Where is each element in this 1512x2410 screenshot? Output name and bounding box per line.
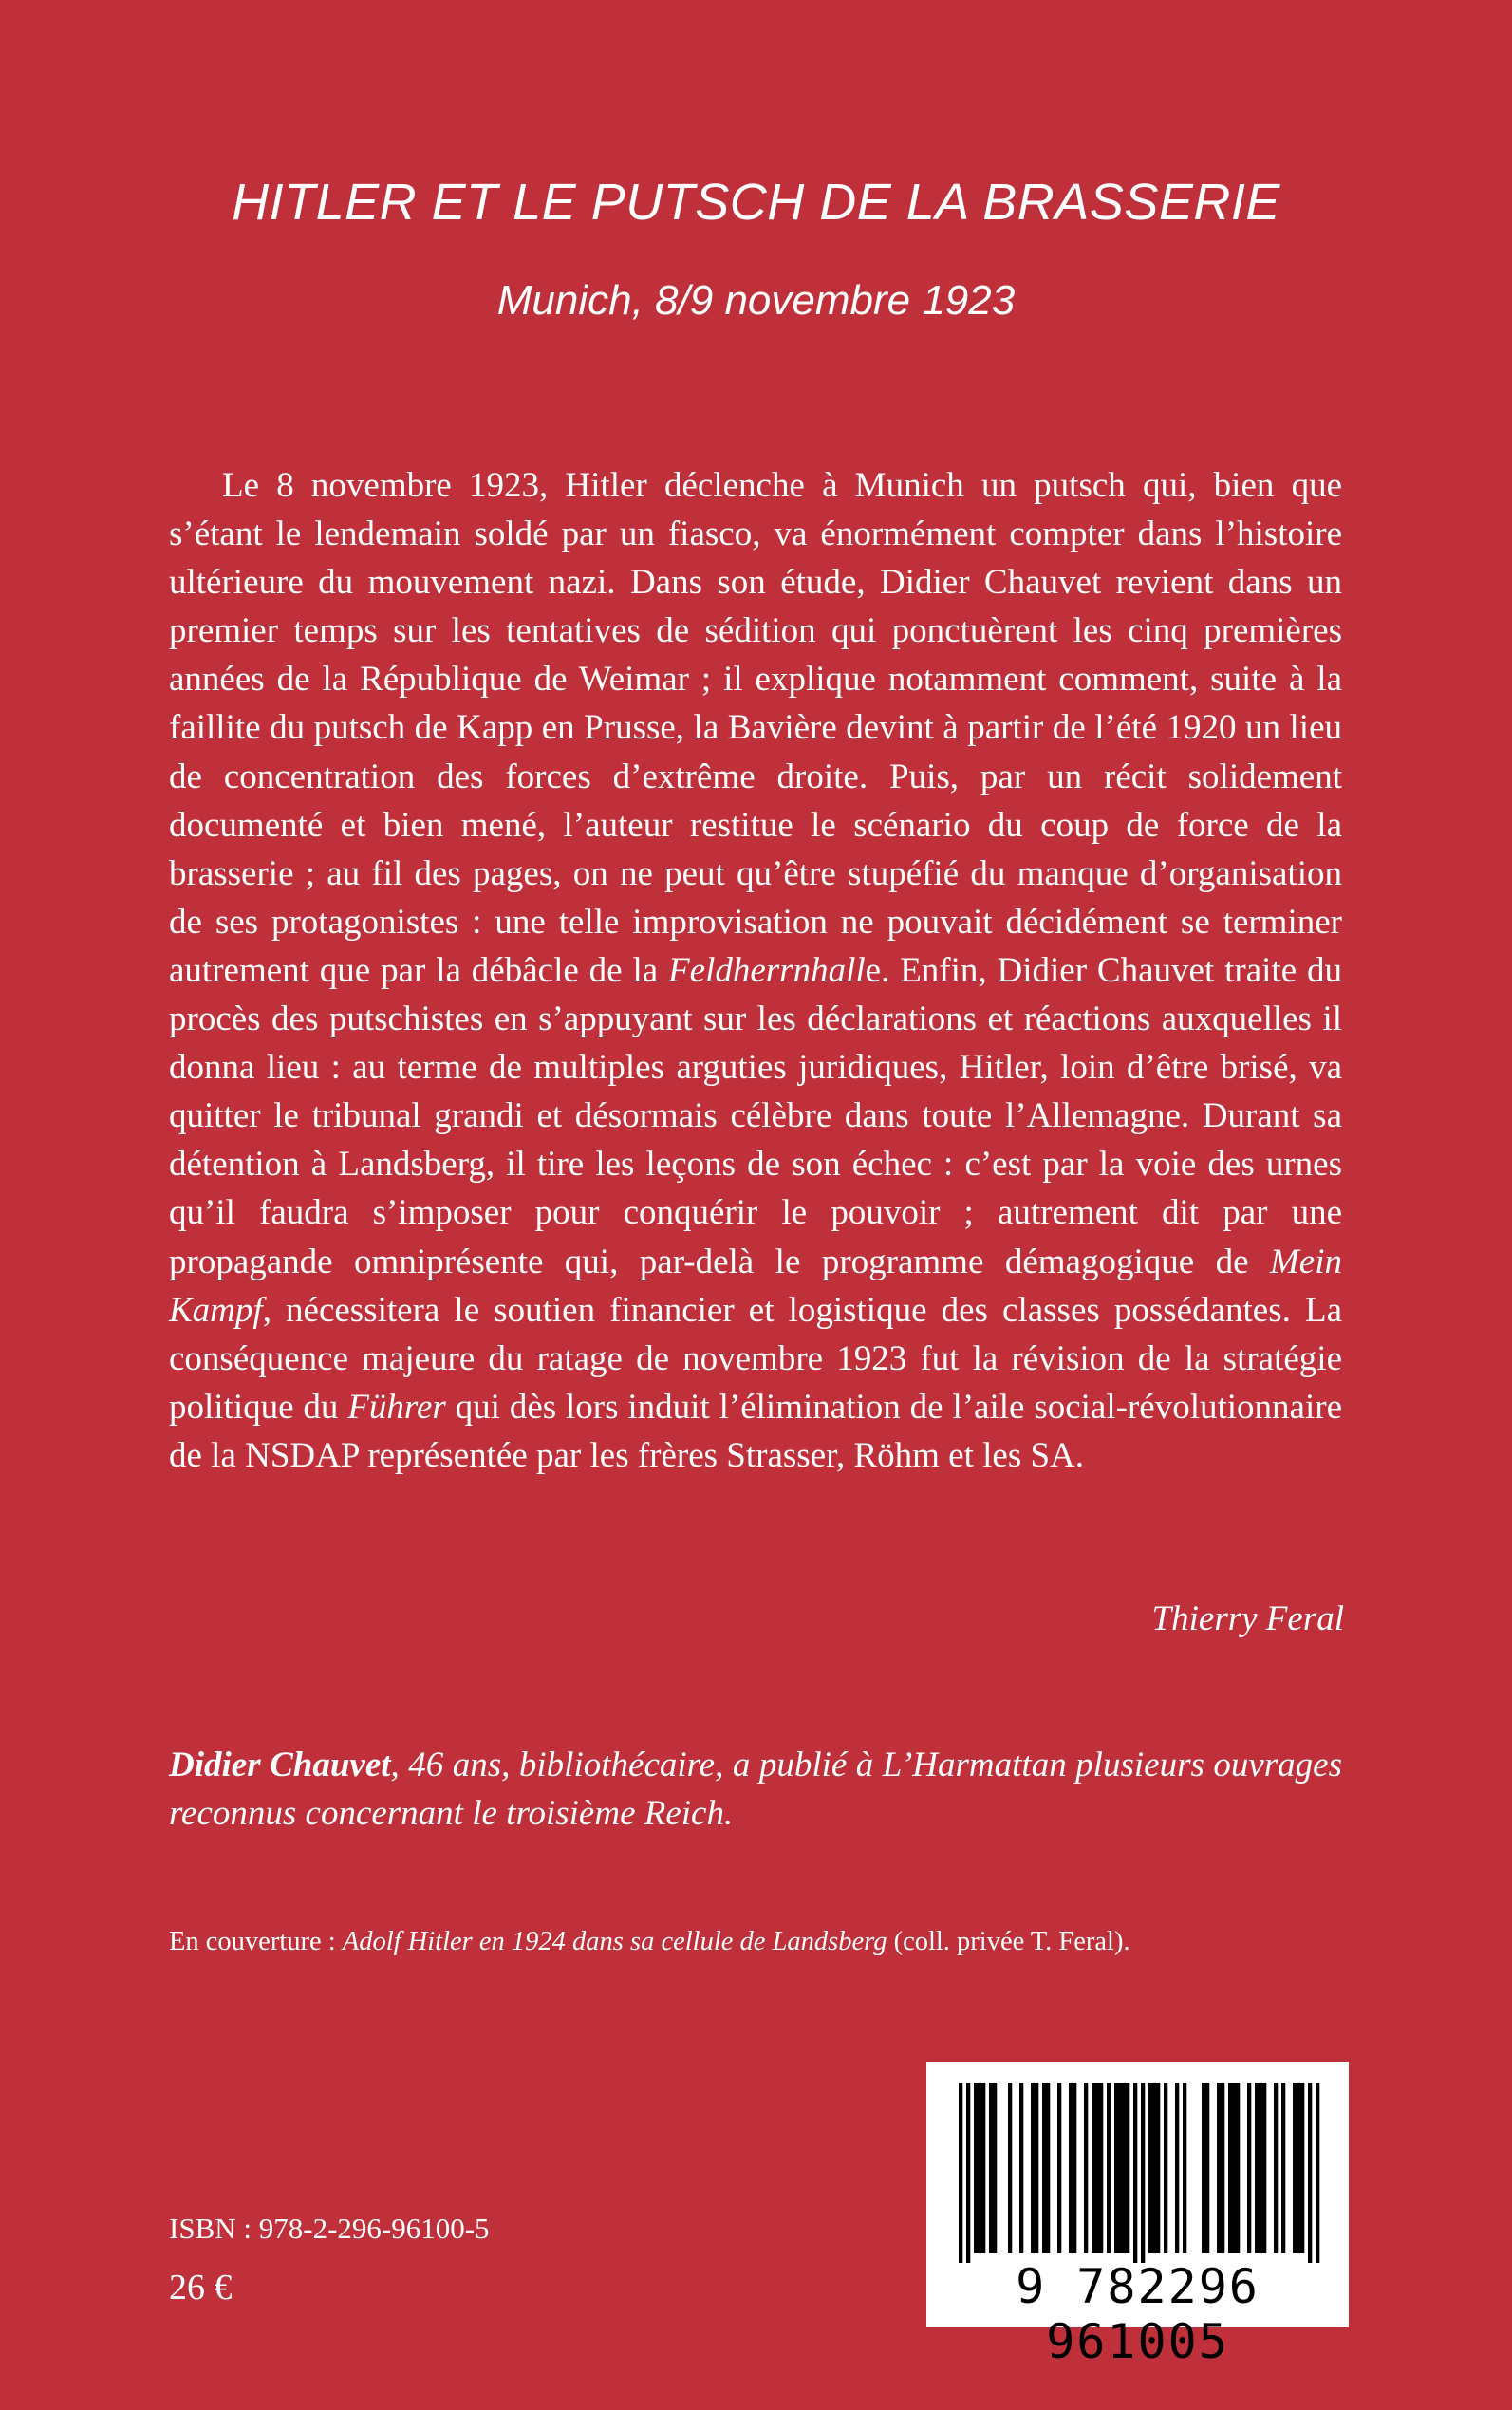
barcode-bar bbox=[1281, 2083, 1285, 2253]
summary-text-2: e. Enfin, Didier Chauvet traite du procès des putschistes en s’appuyant sur les déclarations et réactions auxquelles il donna lieu : au terme de multiples arguties juridiques, Hitler, loin d’être brisé, va quitter le tribunal grandi et désormais célèbre dans toute l’Allemagne. Durant sa détention à Landsberg, il tire les leçons de son échec : c’est par la voie des urnes qu’il faudra s’imposer pour conquérir le pouvoir ; autrement dit par une propagande omniprésente qui, par-delà le programme démagogique de bbox=[169, 950, 1342, 1281]
isbn-label: ISBN : 978-2-296-96100-5 bbox=[169, 2212, 490, 2245]
barcode-bar bbox=[1126, 2083, 1129, 2253]
barcode-bar bbox=[1293, 2083, 1297, 2253]
barcode-bar bbox=[1316, 2083, 1319, 2263]
barcode-bar bbox=[989, 2083, 993, 2253]
cover-credit-title: Adolf Hitler en 1924 dans sa cellule de Landsberg bbox=[342, 1927, 887, 1956]
barcode-bar bbox=[1183, 2083, 1186, 2253]
barcode-bar bbox=[1148, 2083, 1152, 2253]
summary-text-4: qui dès lors induit l’élimination de l’aile social-révolutionnaire de la NSDAP représentée par les frères Strasser, Röhm et les SA. bbox=[169, 1387, 1342, 1475]
barcode-bar bbox=[1297, 2083, 1300, 2253]
cover-credit-prefix: En couverture : bbox=[169, 1927, 343, 1956]
barcode-bar bbox=[1057, 2083, 1061, 2253]
summary-text-1: Le 8 novembre 1923, Hitler déclenche à Munich un putsch qui, bien que s’étant le lendemain soldé par un fiasco, va énormément compter dans l’histoire ultérieure du mouvement nazi. Dans son étude, Didier Chauvet revient dans un premier temps sur les tentatives de sédition qui ponctuèrent les cinq premières années de la République de Weimar ; il explique notamment comment, suite à la faillite du putsch de Kapp en Prusse, la Bavière devint à partir de l’été 1920 un lieu de concentration des forces d’extrême droite. Puis, par un récit solidement documenté et bien mené, l’auteur restitue le scénario du coup de force de la brasserie ; au fil des pages, on ne peut qu’être stupéfié du manque d’organisation de ses protagonistes : une telle improvisation ne pouvait décidément se terminer autrement que par la débâcle de la bbox=[169, 466, 1342, 990]
barcode-bar bbox=[1232, 2083, 1236, 2253]
barcode-bar bbox=[1084, 2083, 1088, 2253]
author-bio bbox=[169, 1741, 1342, 1838]
barcode-bar bbox=[1255, 2083, 1259, 2253]
barcode-bar bbox=[1114, 2083, 1118, 2253]
barcode-bar bbox=[1118, 2083, 1122, 2253]
barcode-bar bbox=[1247, 2083, 1251, 2253]
barcode-bar bbox=[1031, 2083, 1035, 2253]
cover-credit-suffix: (coll. privée T. Feral). bbox=[887, 1927, 1130, 1956]
barcode-bar bbox=[1202, 2083, 1205, 2253]
summary-signature: Thierry Feral bbox=[1151, 1599, 1344, 1638]
barcode-bar bbox=[1035, 2083, 1038, 2253]
barcode-bar bbox=[1122, 2083, 1126, 2253]
barcode-bar bbox=[1221, 2083, 1224, 2253]
barcode-bar bbox=[1152, 2083, 1156, 2253]
summary-italic-fuhrer: Führer bbox=[347, 1387, 446, 1427]
barcode-bar bbox=[1099, 2083, 1103, 2253]
barcode bbox=[926, 2062, 1349, 2369]
barcode-bar bbox=[1262, 2083, 1266, 2253]
summary-paragraph bbox=[169, 461, 1342, 1480]
barcode-bar bbox=[1217, 2083, 1221, 2253]
book-subtitle: Munich, 8/9 novembre 1923 bbox=[496, 277, 1016, 324]
barcode-bar bbox=[1069, 2083, 1073, 2253]
barcode-bar bbox=[1274, 2083, 1278, 2253]
barcode-bar bbox=[1205, 2083, 1209, 2253]
barcode-bar bbox=[978, 2083, 981, 2253]
barcode-bar bbox=[981, 2083, 985, 2253]
barcode-bar bbox=[1141, 2083, 1145, 2263]
back-cover-summary bbox=[169, 461, 1342, 1480]
barcode-bar bbox=[1092, 2083, 1095, 2253]
barcode-bar bbox=[1046, 2083, 1050, 2253]
barcode-bar bbox=[1107, 2083, 1111, 2253]
price-label: 26 € bbox=[169, 2268, 233, 2307]
summary-italic-feldherrnhalle: Feldherrnhall bbox=[668, 950, 866, 990]
barcode-bar bbox=[1008, 2083, 1012, 2253]
barcode-bar bbox=[966, 2083, 970, 2263]
summary-text-3: , nécessitera le soutien financier et logistique des classes possédantes. La conséquence majeure du ratage de novembre 1923 fut la révision de la stratégie politique du bbox=[169, 1290, 1342, 1427]
barcode-bar bbox=[1175, 2083, 1179, 2253]
barcode-bar bbox=[1228, 2083, 1232, 2253]
author-bio-text: , 46 ans, bibliothécaire, a publié à L’Harmattan plusieurs ouvrages reconnus concernant le troisième Reich. bbox=[169, 1746, 1342, 1833]
barcode-bar bbox=[1042, 2083, 1046, 2253]
barcode-bar bbox=[1259, 2083, 1262, 2253]
summary-italic-mein-kampf: Mein Kampf bbox=[169, 1242, 1342, 1330]
barcode-bar bbox=[959, 2083, 962, 2263]
barcode-bar bbox=[1236, 2083, 1240, 2253]
barcode-bar bbox=[1133, 2083, 1137, 2263]
barcode-bar bbox=[1073, 2083, 1076, 2253]
barcode-bar bbox=[1300, 2083, 1304, 2253]
barcode-bar bbox=[1019, 2083, 1023, 2253]
author-name: Didier Chauvet bbox=[169, 1746, 391, 1784]
barcode-bar bbox=[1164, 2083, 1167, 2253]
barcode-bar bbox=[1308, 2083, 1312, 2263]
barcode-bar bbox=[1095, 2083, 1099, 2253]
barcode-bar bbox=[993, 2083, 997, 2253]
barcode-bar bbox=[1156, 2083, 1160, 2253]
barcode-digits: 9 782296 961005 bbox=[1016, 2259, 1260, 2369]
barcode-bar bbox=[974, 2083, 978, 2253]
cover-credit bbox=[169, 1927, 1130, 1957]
book-title: HITLER ET LE PUTSCH DE LA BRASSERIE bbox=[232, 174, 1280, 231]
